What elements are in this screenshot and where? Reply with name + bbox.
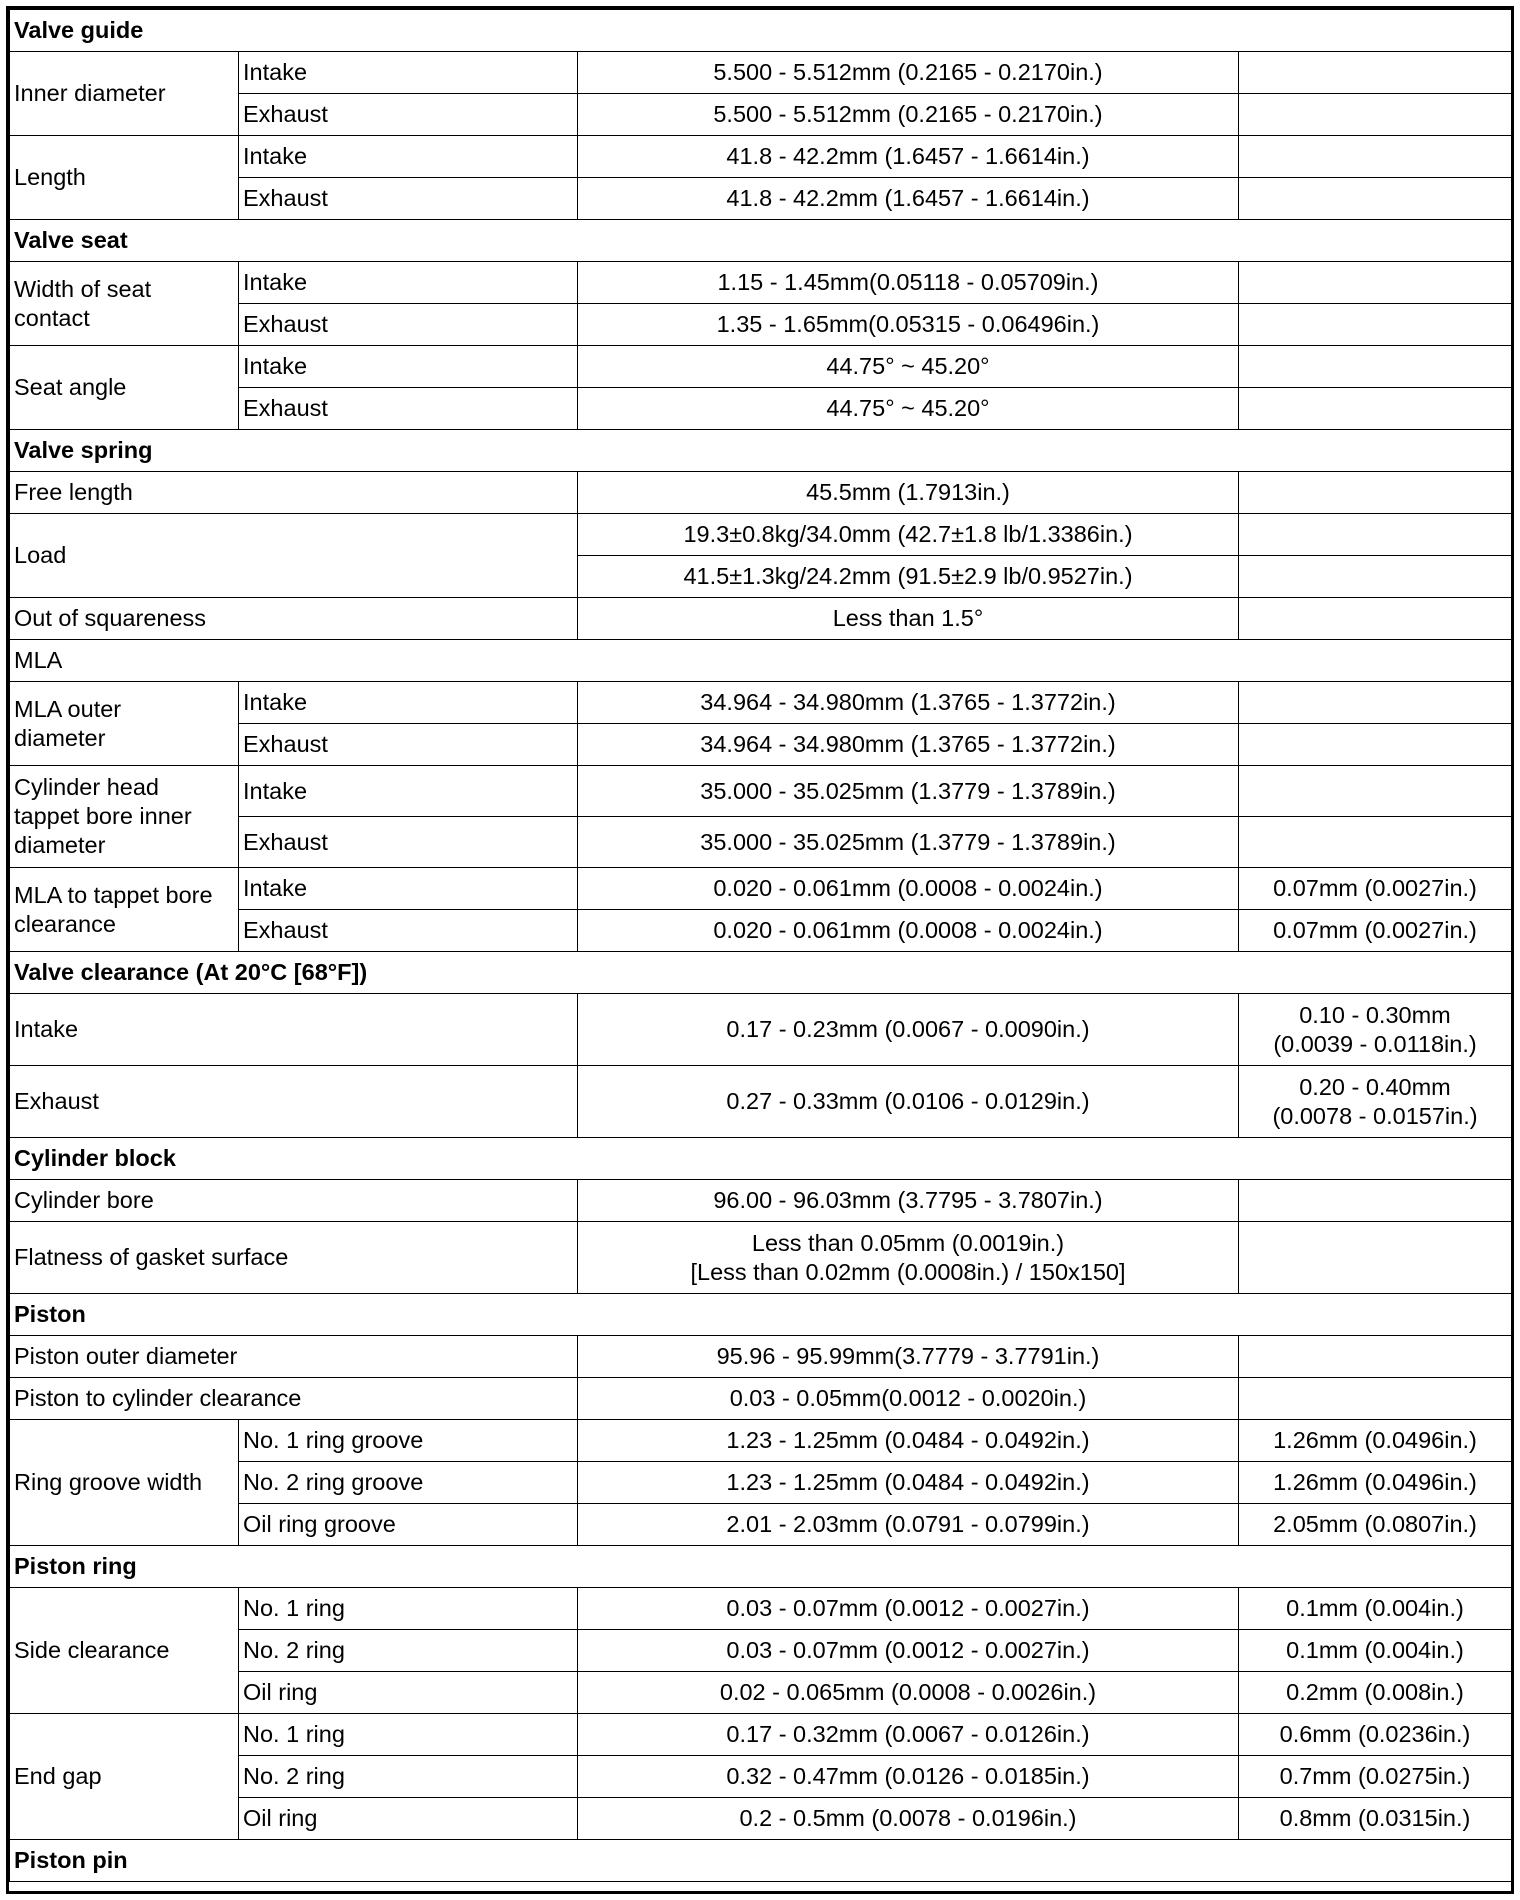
limit-value	[1239, 724, 1512, 766]
limit-value	[1239, 1066, 1512, 1138]
row-label	[10, 868, 239, 952]
row-label-line: tappet bore inner	[14, 803, 192, 829]
section-valve-clearance: Valve clearance (At 20°C [68°F])	[10, 952, 1512, 994]
sub-label: Intake	[239, 346, 578, 388]
section-row	[10, 952, 1512, 994]
sub-label: Intake	[239, 262, 578, 304]
limit-value	[1239, 817, 1512, 868]
sub-label: Exhaust	[239, 817, 578, 868]
spec-value: 41.8 - 42.2mm (1.6457 - 1.6614in.)	[578, 136, 1239, 178]
limit-line: 0.20 - 0.40mm	[1299, 1073, 1451, 1100]
spec-value: 44.75° ~ 45.20°	[578, 388, 1239, 430]
limit-value	[1239, 94, 1512, 136]
spec-value: 96.00 - 96.03mm (3.7795 - 3.7807in.)	[578, 1180, 1239, 1222]
spec-value: 35.000 - 35.025mm (1.3779 - 1.3789in.)	[578, 766, 1239, 817]
table-row	[10, 262, 1512, 304]
spec-value: 0.27 - 0.33mm (0.0106 - 0.0129in.)	[578, 1066, 1239, 1138]
limit-value: 0.2mm (0.008in.)	[1239, 1672, 1512, 1714]
limit-value	[1239, 1222, 1512, 1294]
table-row	[10, 682, 1512, 724]
spec-line: Less than 0.05mm (0.0019in.)	[751, 1229, 1065, 1256]
spec-value: 1.15 - 1.45mm(0.05118 - 0.05709in.)	[578, 262, 1239, 304]
row-label: Side clearance	[10, 1588, 239, 1714]
spec-value: 0.020 - 0.061mm (0.0008 - 0.0024in.)	[578, 868, 1239, 910]
table-row	[10, 136, 1512, 178]
sub-label: No. 2 ring	[239, 1756, 578, 1798]
spec-value: 19.3±0.8kg/34.0mm (42.7±1.8 lb/1.3386in.)	[578, 514, 1239, 556]
sub-label: Intake	[239, 868, 578, 910]
limit-value	[1239, 388, 1512, 430]
row-label-line: diameter	[14, 724, 106, 751]
sub-label: Exhaust	[239, 910, 578, 952]
section-row	[10, 640, 1512, 682]
row-label	[10, 766, 239, 868]
row-label-line: clearance	[14, 910, 116, 937]
spec-value: 95.96 - 95.99mm(3.7779 - 3.7791in.)	[578, 1336, 1239, 1378]
section-piston-ring: Piston ring	[10, 1546, 1512, 1588]
limit-value	[1239, 682, 1512, 724]
spec-value: 34.964 - 34.980mm (1.3765 - 1.3772in.)	[578, 682, 1239, 724]
limit-value: 1.26mm (0.0496in.)	[1239, 1462, 1512, 1504]
table-row	[10, 1066, 1512, 1138]
section-valve-spring: Valve spring	[10, 430, 1512, 472]
limit-value	[1239, 472, 1512, 514]
limit-value	[1239, 556, 1512, 598]
spec-value: 2.01 - 2.03mm (0.0791 - 0.0799in.)	[578, 1504, 1239, 1546]
row-label-line: Width of seat	[14, 275, 152, 302]
spec-value: 44.75° ~ 45.20°	[578, 346, 1239, 388]
section-valve-guide: Valve guide	[10, 10, 1512, 52]
table-row	[10, 1180, 1512, 1222]
limit-line: (0.0078 - 0.0157in.)	[1272, 1102, 1478, 1129]
limit-value	[1239, 346, 1512, 388]
row-label	[10, 262, 239, 346]
sub-label: Intake	[239, 52, 578, 94]
spec-value: 5.500 - 5.512mm (0.2165 - 0.2170in.)	[578, 52, 1239, 94]
sub-label: Exhaust	[239, 388, 578, 430]
spec-value: 0.03 - 0.05mm(0.0012 - 0.0020in.)	[578, 1378, 1239, 1420]
row-label: Out of squareness	[10, 598, 578, 640]
table-row	[10, 868, 1512, 910]
spec-value: 0.2 - 0.5mm (0.0078 - 0.0196in.)	[578, 1798, 1239, 1840]
sub-label: Exhaust	[239, 178, 578, 220]
row-label: Free length	[10, 472, 578, 514]
spec-value: 41.8 - 42.2mm (1.6457 - 1.6614in.)	[578, 178, 1239, 220]
sub-label: Oil ring groove	[239, 1504, 578, 1546]
spec-value: Less than 1.5°	[578, 598, 1239, 640]
table-row	[10, 766, 1512, 817]
table-row	[10, 52, 1512, 94]
spec-table-frame	[6, 6, 1514, 1894]
table-row	[10, 514, 1512, 556]
table-row	[10, 346, 1512, 388]
section-valve-seat: Valve seat	[10, 220, 1512, 262]
section-row	[10, 220, 1512, 262]
row-label-line: MLA to tappet bore	[14, 881, 213, 908]
spec-value: 35.000 - 35.025mm (1.3779 - 1.3789in.)	[578, 817, 1239, 868]
row-label: Seat angle	[10, 346, 239, 430]
spec-value: 34.964 - 34.980mm (1.3765 - 1.3772in.)	[578, 724, 1239, 766]
sub-label: Oil ring	[239, 1672, 578, 1714]
spec-value: 1.23 - 1.25mm (0.0484 - 0.0492in.)	[578, 1462, 1239, 1504]
limit-value	[1239, 766, 1512, 817]
section-piston-pin: Piston pin	[10, 1840, 1512, 1882]
section-row	[10, 1138, 1512, 1180]
limit-value: 0.1mm (0.004in.)	[1239, 1588, 1512, 1630]
row-label-line: contact	[14, 304, 90, 331]
section-mla: MLA	[10, 640, 1512, 682]
row-label: Inner diameter	[10, 52, 239, 136]
sub-label: No. 1 ring groove	[239, 1420, 578, 1462]
limit-value: 2.05mm (0.0807in.)	[1239, 1504, 1512, 1546]
spec-line: [Less than 0.02mm (0.0008in.) / 150x150]	[690, 1258, 1126, 1285]
limit-value: 0.8mm (0.0315in.)	[1239, 1798, 1512, 1840]
spec-value: 0.02 - 0.065mm (0.0008 - 0.0026in.)	[578, 1672, 1239, 1714]
row-label-line: MLA outer	[14, 695, 122, 722]
table-row	[10, 1378, 1512, 1420]
spec-value: 41.5±1.3kg/24.2mm (91.5±2.9 lb/0.9527in.)	[578, 556, 1239, 598]
table-row	[10, 1588, 1512, 1630]
limit-value: 0.07mm (0.0027in.)	[1239, 868, 1512, 910]
sub-label: Intake	[239, 136, 578, 178]
row-label: Ring groove width	[10, 1420, 239, 1546]
limit-value	[1239, 1336, 1512, 1378]
limit-value	[1239, 994, 1512, 1066]
sub-label: No. 1 ring	[239, 1714, 578, 1756]
spec-value: 0.03 - 0.07mm (0.0012 - 0.0027in.)	[578, 1630, 1239, 1672]
section-row	[10, 10, 1512, 52]
limit-value: 0.1mm (0.004in.)	[1239, 1630, 1512, 1672]
limit-value: 0.6mm (0.0236in.)	[1239, 1714, 1512, 1756]
limit-value	[1239, 514, 1512, 556]
table-row	[10, 598, 1512, 640]
limit-value: 0.7mm (0.0275in.)	[1239, 1756, 1512, 1798]
sub-label: No. 2 ring groove	[239, 1462, 578, 1504]
spec-table	[9, 9, 1512, 1882]
section-row	[10, 1294, 1512, 1336]
row-label: Piston to cylinder clearance	[10, 1378, 578, 1420]
section-row	[10, 1840, 1512, 1882]
spec-value: 1.23 - 1.25mm (0.0484 - 0.0492in.)	[578, 1420, 1239, 1462]
table-row	[10, 1222, 1512, 1294]
spec-value: 45.5mm (1.7913in.)	[578, 472, 1239, 514]
table-row	[10, 1336, 1512, 1378]
table-row	[10, 1420, 1512, 1462]
row-label: End gap	[10, 1714, 239, 1840]
row-label: Load	[10, 514, 578, 598]
limit-value	[1239, 1378, 1512, 1420]
limit-value	[1239, 304, 1512, 346]
limit-value	[1239, 1180, 1512, 1222]
limit-value	[1239, 598, 1512, 640]
row-label: Flatness of gasket surface	[10, 1222, 578, 1294]
limit-value	[1239, 52, 1512, 94]
row-label-line: diameter	[14, 832, 106, 858]
section-row	[10, 1546, 1512, 1588]
row-label-line: Cylinder head	[14, 774, 160, 800]
spec-value: 0.020 - 0.061mm (0.0008 - 0.0024in.)	[578, 910, 1239, 952]
limit-line: 0.10 - 0.30mm	[1299, 1001, 1451, 1028]
section-row	[10, 430, 1512, 472]
row-label: Length	[10, 136, 239, 220]
section-cylinder-block: Cylinder block	[10, 1138, 1512, 1180]
table-row	[10, 994, 1512, 1066]
limit-value	[1239, 178, 1512, 220]
sub-label: No. 2 ring	[239, 1630, 578, 1672]
row-label: Exhaust	[10, 1066, 578, 1138]
limit-value: 0.07mm (0.0027in.)	[1239, 910, 1512, 952]
sub-label: Exhaust	[239, 304, 578, 346]
sub-label: Exhaust	[239, 94, 578, 136]
table-row	[10, 1714, 1512, 1756]
limit-value: 1.26mm (0.0496in.)	[1239, 1420, 1512, 1462]
spec-value: 5.500 - 5.512mm (0.2165 - 0.2170in.)	[578, 94, 1239, 136]
row-label	[10, 682, 239, 766]
spec-value: 0.17 - 0.32mm (0.0067 - 0.0126in.)	[578, 1714, 1239, 1756]
sub-label: Exhaust	[239, 724, 578, 766]
row-label: Piston outer diameter	[10, 1336, 578, 1378]
table-row	[10, 472, 1512, 514]
limit-line: (0.0039 - 0.0118in.)	[1273, 1030, 1477, 1057]
sub-label: No. 1 ring	[239, 1588, 578, 1630]
sub-label: Intake	[239, 682, 578, 724]
row-label: Cylinder bore	[10, 1180, 578, 1222]
sub-label: Intake	[239, 766, 578, 817]
section-piston: Piston	[10, 1294, 1512, 1336]
spec-value: 1.35 - 1.65mm(0.05315 - 0.06496in.)	[578, 304, 1239, 346]
limit-value	[1239, 262, 1512, 304]
row-label: Intake	[10, 994, 578, 1066]
spec-value: 0.32 - 0.47mm (0.0126 - 0.0185in.)	[578, 1756, 1239, 1798]
spec-value: 0.17 - 0.23mm (0.0067 - 0.0090in.)	[578, 994, 1239, 1066]
spec-value	[578, 1222, 1239, 1294]
limit-value	[1239, 136, 1512, 178]
spec-value: 0.03 - 0.07mm (0.0012 - 0.0027in.)	[578, 1588, 1239, 1630]
sub-label: Oil ring	[239, 1798, 578, 1840]
